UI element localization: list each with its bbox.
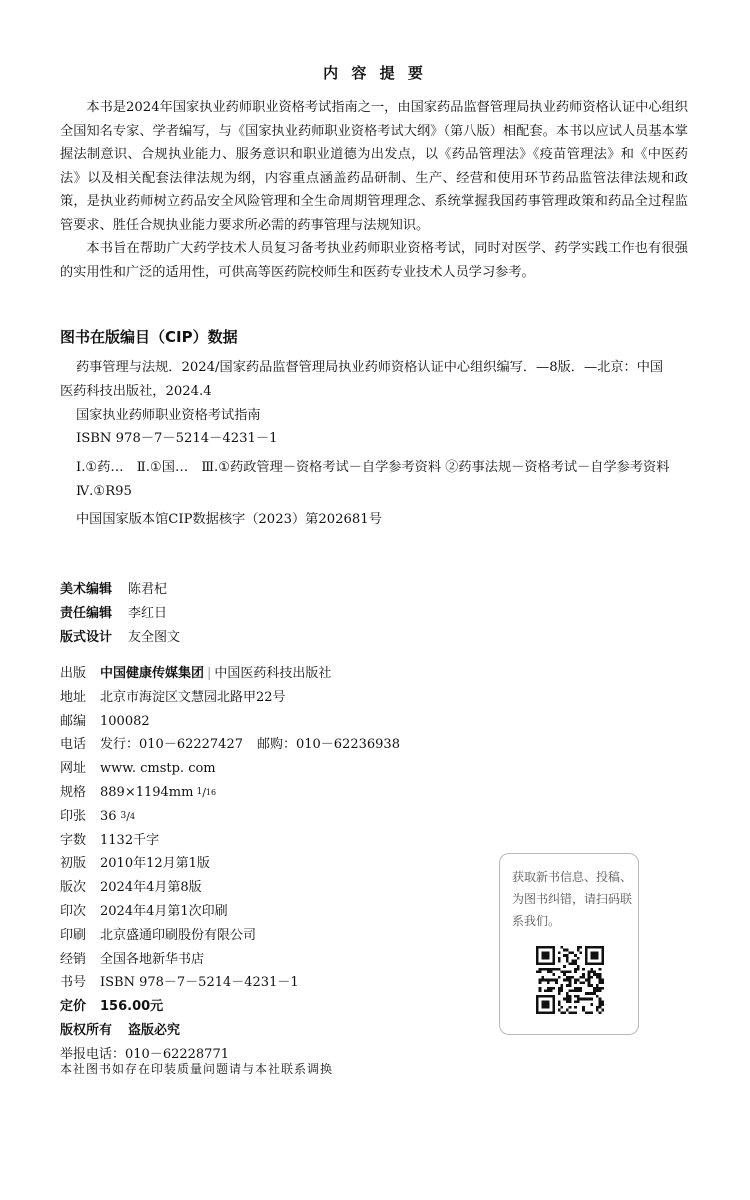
staff-role: 版式设计 bbox=[60, 630, 113, 645]
piracy-notice: 盗版必究 bbox=[128, 1022, 181, 1038]
field-label: 电话 bbox=[60, 737, 87, 753]
publication-info bbox=[60, 662, 400, 1067]
sales-phone: 发行：010－62227427 bbox=[100, 737, 243, 753]
field-label: 邮编 bbox=[60, 713, 87, 729]
rights-row bbox=[60, 1019, 400, 1043]
field-label: 规格 bbox=[60, 784, 87, 800]
printing-value: 2024年4月第1次印刷 bbox=[100, 903, 228, 919]
staff-role: 责任编辑 bbox=[60, 606, 113, 621]
footer-note: 本社图书如存在印装质量问题请与本社联系调换 bbox=[60, 1062, 334, 1076]
phone-row bbox=[60, 733, 400, 757]
distributor-row bbox=[60, 948, 400, 972]
publisher-row bbox=[60, 662, 400, 686]
isbn-value: ISBN 978－7－5214－4231－1 bbox=[100, 975, 299, 991]
report-phone: 举报电话：010－62228771 bbox=[60, 1046, 229, 1062]
fraction-numerator: 3 bbox=[120, 810, 127, 821]
address-value: 北京市海淀区文慧园北路甲22号 bbox=[100, 689, 286, 705]
first-edition-value: 2010年12月第1版 bbox=[100, 856, 210, 872]
separator: | bbox=[207, 666, 212, 681]
field-label: 印张 bbox=[60, 808, 87, 824]
staff-row bbox=[60, 578, 180, 602]
fraction-numerator: 1 bbox=[196, 786, 203, 797]
cip-classification: Ⅰ.①药… Ⅱ.①国… Ⅲ.①药政管理－资格考试－自学参考资料 ②药事法规－资格考试－自学参考资料 bbox=[76, 460, 670, 475]
staff-row bbox=[60, 626, 180, 650]
staff-person: 陈君杞 bbox=[128, 582, 168, 597]
field-label: 版次 bbox=[60, 880, 87, 896]
printer-value: 北京盛通印刷股份有限公司 bbox=[100, 927, 257, 943]
summary-text bbox=[60, 96, 688, 284]
field-label: 字数 bbox=[60, 832, 87, 848]
copyright-notice: 版权所有 bbox=[60, 1022, 113, 1038]
field-label: 初版 bbox=[60, 856, 87, 872]
distributor-value: 全国各地新华书店 bbox=[100, 951, 205, 967]
field-label: 定价 bbox=[60, 999, 87, 1015]
fraction-denominator: 16 bbox=[205, 787, 217, 797]
cip-classification-2: Ⅳ.①R95 bbox=[76, 484, 132, 499]
mail-order-phone: 邮购：010－62236938 bbox=[256, 737, 400, 753]
cip-heading: 图书在版编目（CIP）数据 bbox=[60, 328, 238, 346]
staff-role: 美术编辑 bbox=[60, 582, 113, 597]
fraction-denominator: 4 bbox=[130, 811, 136, 821]
qr-code-icon[interactable] bbox=[536, 946, 604, 1014]
isbn-row bbox=[60, 971, 400, 995]
field-label: 地址 bbox=[60, 689, 87, 705]
edition-row bbox=[60, 876, 400, 900]
fraction-slash: / bbox=[126, 809, 130, 823]
sheets-row bbox=[60, 805, 400, 829]
printing-row bbox=[60, 900, 400, 924]
sheets-value: 36 bbox=[100, 808, 117, 824]
cip-series: 国家执业药师职业资格考试指南 bbox=[76, 408, 261, 423]
field-label: 印次 bbox=[60, 903, 87, 919]
field-label: 出版 bbox=[60, 666, 87, 681]
edition-value: 2024年4月第8版 bbox=[100, 880, 202, 896]
page-title: 内 容 提 要 bbox=[323, 64, 427, 82]
staff-person: 李红日 bbox=[128, 606, 168, 621]
publisher-group: 中国健康传媒集团 bbox=[100, 666, 205, 681]
cip-title-line: 药事管理与法规．2024/国家药品监督管理局执业药师资格认证中心组织编写．—8版．—北京：中国医药科技出版社，2024.4 bbox=[60, 360, 664, 399]
staff-person: 友全图文 bbox=[128, 630, 181, 645]
postcode-row bbox=[60, 710, 400, 734]
website-row bbox=[60, 757, 400, 781]
word-count-value: 1132千字 bbox=[100, 832, 160, 848]
postcode-value: 100082 bbox=[100, 713, 150, 729]
qr-caption: 获取新书信息、投稿、为图书纠错，请扫码联系我们。 bbox=[512, 870, 633, 928]
fraction-slash: / bbox=[202, 785, 206, 799]
qr-contact-box bbox=[499, 853, 639, 1035]
cip-isbn: ISBN 978－7－5214－4231－1 bbox=[76, 431, 278, 446]
format-row bbox=[60, 781, 400, 805]
cip-record-number: 中国国家版本馆CIP数据核字（2023）第202681号 bbox=[76, 512, 382, 527]
staff-row bbox=[60, 602, 180, 626]
first-edition-row bbox=[60, 852, 400, 876]
website-link[interactable]: www. cmstp. com bbox=[100, 761, 216, 777]
field-label: 印刷 bbox=[60, 927, 87, 943]
address-row bbox=[60, 686, 400, 710]
summary-paragraph-2: 本书旨在帮助广大药学技术人员复习备考执业药师职业资格考试，同时对医学、药学实践工作也有很强的实用性和广泛的适用性，可供高等医药院校师生和医药专业技术人员学习参考。 bbox=[60, 241, 688, 280]
field-label: 书号 bbox=[60, 975, 87, 991]
format-value: 889×1194mm bbox=[100, 784, 194, 800]
price-value: 156.00元 bbox=[100, 999, 164, 1015]
printer-row bbox=[60, 924, 400, 948]
publisher-name: 中国医药科技出版社 bbox=[214, 666, 332, 681]
summary-paragraph-1: 本书是2024年国家执业药师职业资格考试指南之一，由国家药品监督管理局执业药师资格认证中心组织全国知名专家、学者编写，与《国家执业药师职业资格考试大纲》（第八版）相配套。本书以应试人员基本掌握法制意识、合规执业能力、服务意识和职业道德为出发点，以《药品管理法》《疫苗管理法》和《中医药法》以及相关配套法律法规为纲，内容重点涵盖药品研制、生产、经营和使用环节药品监管法律法规和政策，是执业药师树立药品安全风险管理和全生命周期管理理念、系统掌握我国药事管理政策和药品全过程监管要求、胜任合规执业能力要求所必需的药事管理与法规知识。 bbox=[60, 100, 688, 233]
field-label: 经销 bbox=[60, 951, 87, 967]
price-row bbox=[60, 995, 400, 1019]
field-label: 网址 bbox=[60, 761, 87, 777]
staff-credits bbox=[60, 578, 180, 650]
word-count-row bbox=[60, 829, 400, 853]
